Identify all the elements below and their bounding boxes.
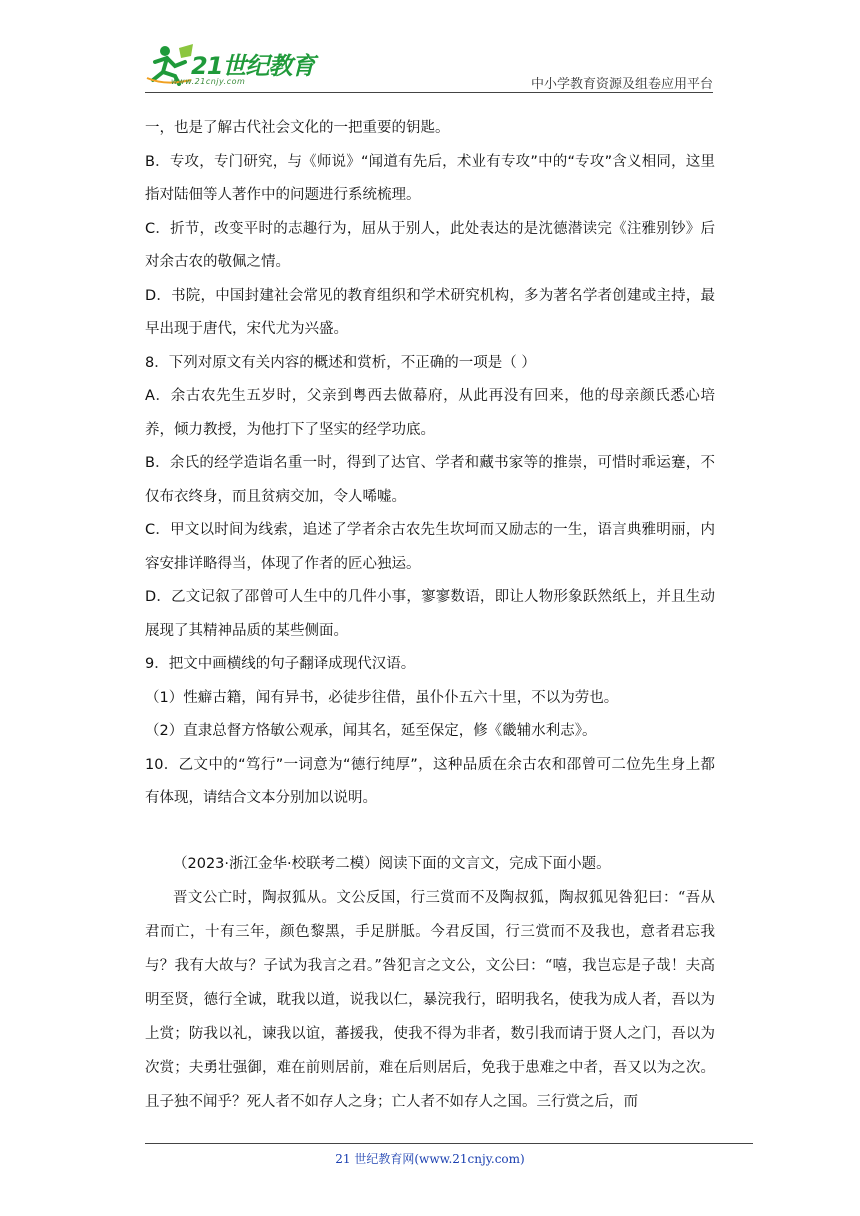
platform-name: 中小学教育资源及组卷应用平台 <box>530 77 713 92</box>
question-10: 10．乙文中的“笃行”一词意为“德行纯厚”，这种品质在余古农和邵曾可二位先生身上都有体现，请结合文本分别加以说明。 <box>145 756 715 806</box>
logo-url: www.21cnjy.com <box>171 77 246 86</box>
q9-item-1: （1）性癖古籍，闻有异书，必徒步往借，虽仆仆五六十里，不以为劳也。 <box>145 689 619 706</box>
q8-option-b: B．余氏的经学造诣名重一时，得到了达官、学者和藏书家等的推崇，可惜时乖运蹇，不仅布衣终身，而且贫病交加，令人唏嘘。 <box>145 455 715 505</box>
logo-text: 21世纪教育 <box>191 52 315 80</box>
q9-item-2: （2）直隶总督方恪敏公观承，闻其名，延至保定，修《畿辅水利志》。 <box>145 723 597 739</box>
question-9: 9．把文中画横线的句子翻译成现代汉语。 <box>145 656 416 672</box>
q8-option-a: A．余古农先生五岁时，父亲到粤西去做幕府，从此再没有回来，他的母亲颜氏悉心培养，倾力教授，为他打下了坚实的经学功底。 <box>145 388 715 438</box>
q8-option-d: D．乙文记叙了邵曾可人生中的几件小事，寥寥数语，即让人物形象跃然纸上，并且生动展现了其精神品质的某些侧面。 <box>145 589 715 639</box>
header-divider <box>145 92 713 93</box>
footer-link[interactable]: 21 世纪教育网(www.21cnjy.com) <box>335 1152 525 1166</box>
passage-intro: （2023·浙江金华·校联考二模）阅读下面的文言文，完成下面小题。 <box>173 855 611 872</box>
question-8: 8．下列对原文有关内容的概述和赏析，不正确的一项是（ ） <box>145 354 536 371</box>
footer-divider <box>145 1143 753 1144</box>
document-body <box>145 112 715 1119</box>
q8-option-c: C．甲文以时间为线索，追述了学者余古农先生坎坷而又励志的一生，语言典雅明丽，内容安排详略得当，体现了作者的匠心独运。 <box>145 522 715 572</box>
option-b: B．专攻，专门研究，与《师说》“闻道有先后，术业有专攻”中的“专攻”含义相同，这里指对陆佃等人著作中的问题进行系统梳理。 <box>145 153 715 203</box>
option-d: D．书院，中国封建社会常见的教育组织和学术研究机构，多为著名学者创建或主持，最早出现于唐代，宋代尤为兴盛。 <box>145 287 715 337</box>
classical-passage: 晋文公亡时，陶叔狐从。文公反国，行三赏而不及陶叔狐，陶叔狐见咎犯曰：“吾从君而亡，十有三年，颜色黎黑，手足胼胝。今君反国，行三赏而不及我也，意者君忘我与？我有大故与？子试为我言之君。”咎犯言之文公，文公曰：“嘻，我岂忘是子哉！夫高明至贤，德行全诚，耽我以道，说我以仁，暴浣我行，昭明我名，使我为成人者，吾以为上赏；防我以礼，谏我以谊，蕃援我，使我不得为非者，数引我而请于贤人之门，吾以为次赏；夫勇壮强御，难在前则居前，难在后则居后，免我于患难之中者，吾又以为之次。且子独不闻乎？死人者不如存人之身；亡人者不如存人之国。三行赏之后，而 <box>145 890 715 1110</box>
option-c: C．折节，改变平时的志趣行为，屈从于别人，此处表达的是沈德潜读完《注雅别钞》后对余古农的敬佩之情。 <box>145 220 715 270</box>
section-gap <box>145 816 715 848</box>
page-header <box>145 40 713 92</box>
text-line: 一，也是了解古代社会文化的一把重要的钥匙。 <box>145 120 450 136</box>
site-logo[interactable] <box>145 40 315 90</box>
